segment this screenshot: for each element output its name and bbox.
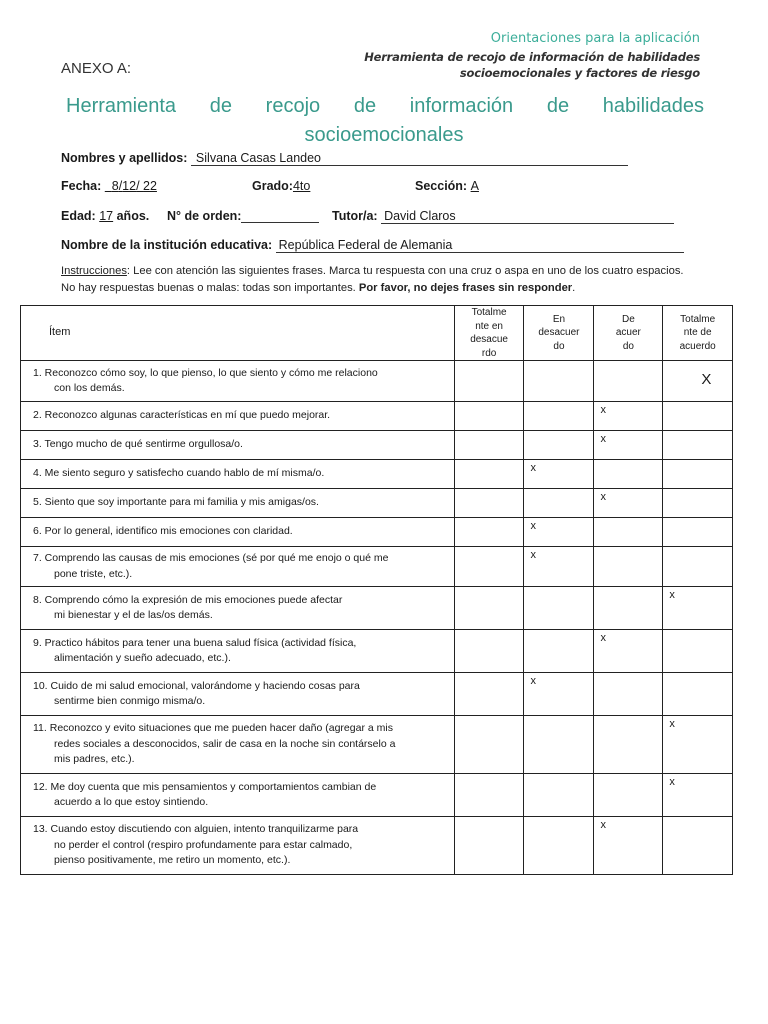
age-field [61,209,149,223]
response-cell[interactable] [663,547,733,587]
response-mark: x [600,632,606,644]
response-cell[interactable] [594,361,663,402]
item-text-line: pienso positivamente, me retiro un momento, etc.). [54,854,291,867]
grade-label: Grado: [252,179,293,193]
item-cell [21,587,455,630]
response-cell[interactable] [594,587,663,630]
item-cell [21,460,455,489]
item-cell [21,817,455,875]
response-cell[interactable] [594,630,663,673]
title-word: información [409,95,514,117]
tutor-value: David Claros [381,209,674,224]
response-cell[interactable] [454,402,524,431]
item-text-line: 12. Me doy cuenta que mis pensamientos y comportamientos cambian de [33,780,377,793]
response-cell[interactable] [663,489,733,518]
item-text-line: 4. Me siento seguro y satisfecho cuando hablo de mí misma/o. [33,467,325,480]
response-cell[interactable] [454,361,524,402]
age-label: Edad: [61,209,96,223]
table-row [21,716,733,774]
title-word: de [546,95,570,117]
item-text-line: 11. Reconozco y evito situaciones que me pueden hacer daño (agregar a mis [33,722,393,735]
response-cell[interactable] [594,716,663,774]
response-cell[interactable] [524,518,594,547]
response-cell[interactable] [594,673,663,716]
date-month: 12 [122,179,137,193]
response-cell[interactable] [594,547,663,587]
item-text-line: 1. Reconozco cómo soy, lo que pienso, lo que siento y cómo me relaciono [33,366,378,379]
response-cell[interactable] [524,587,594,630]
header-totally-agree: Totalme nte de acuerdo [663,306,733,361]
response-cell[interactable] [663,587,733,630]
response-cell[interactable] [663,431,733,460]
response-cell[interactable] [454,817,524,875]
response-cell[interactable] [663,518,733,547]
instructions-emphasis: Por favor, no dejes frases sin responder [358,282,573,294]
response-cell[interactable] [454,673,524,716]
header-item: Ítem [21,306,455,361]
response-cell[interactable] [594,489,663,518]
date-field: Fecha: 8/12/ 22 [61,179,157,193]
response-cell[interactable] [454,547,524,587]
table-row [21,630,733,673]
response-mark: x [600,433,606,445]
item-text-line: 3. Tengo mucho de qué sentirme orgullosa/o. [33,438,243,451]
item-cell [21,518,455,547]
document-title-line2: socioemocionales [304,124,464,146]
table-row [21,774,733,817]
table-row [21,489,733,518]
table-row [21,518,733,547]
title-word: Herramienta [66,95,177,117]
instructions-text2: No hay respuestas buenas o malas: todas son importantes. [61,282,356,294]
institution-field [61,238,684,253]
item-cell [21,489,455,518]
response-cell[interactable] [594,402,663,431]
item-text-line: 7. Comprendo las causas de mis emociones (sé por qué me enojo o qué me [33,552,389,564]
title-word: habilidades [602,95,704,117]
header-agree: De acuer do [594,306,663,361]
response-cell[interactable] [454,431,524,460]
item-text-line: no perder el control (respiro profundamente para estar calmado, [54,838,353,851]
item-text-line: acuerdo a lo que estoy sintiendo. [54,796,209,808]
survey-table [20,305,733,875]
response-cell[interactable] [663,817,733,875]
header-disagree: En desacuer do [524,306,594,361]
name-value: Silvana Casas Landeo [191,151,628,166]
item-cell [21,402,455,431]
response-cell[interactable] [663,630,733,673]
table-row [21,817,733,875]
item-text-line: con los demás. [54,382,125,394]
item-cell [21,431,455,460]
response-cell[interactable] [524,817,594,875]
response-cell[interactable] [524,361,594,402]
instructions [61,263,741,297]
institution-label: Nombre de la institución educativa: [61,238,273,252]
response-cell[interactable] [524,673,594,716]
document-title-line1 [66,95,704,118]
item-text-line: 5. Siento que soy importante para mi familia y mis amigas/os. [33,496,319,509]
response-mark: X [701,371,712,388]
response-cell[interactable] [594,817,663,875]
table-header-row [21,306,733,361]
response-mark: x [600,491,606,503]
response-cell[interactable] [594,518,663,547]
table-row [21,431,733,460]
response-mark: x [600,819,606,831]
tutor-field [332,209,674,224]
date-day: 8 [111,179,119,193]
section-value: A [470,179,479,193]
response-cell[interactable] [524,402,594,431]
response-cell[interactable] [524,547,594,587]
response-cell[interactable] [663,774,733,817]
grade-field [252,179,310,193]
response-cell[interactable] [524,630,594,673]
response-mark: x [600,404,606,416]
response-mark: x [530,549,536,561]
item-cell [21,547,455,587]
date-label: Fecha: [61,179,102,193]
item-text-line: 10. Cuido de mi salud emocional, valorándome y haciendo cosas para [33,679,360,692]
item-text-line: mi bienestar y el de las/os demás. [54,609,213,621]
order-number-field [167,209,319,223]
response-mark: x [669,776,675,788]
tutor-label: Tutor/a: [332,209,378,223]
item-cell [21,673,455,716]
header-totally-disagree: Totalme nte en desacue rdo [454,306,524,361]
header-guide-title: Orientaciones para la aplicación [490,31,700,46]
table-row [21,361,733,402]
item-text-line: 13. Cuando estoy discutiendo con alguien, intento tranquilizarme para [33,823,359,836]
response-cell[interactable] [663,673,733,716]
response-cell[interactable] [663,716,733,774]
response-cell[interactable] [454,716,524,774]
response-cell[interactable] [663,402,733,431]
response-cell[interactable] [663,460,733,489]
response-cell[interactable] [524,489,594,518]
instructions-label: Instrucciones [61,265,127,277]
age-value: 17 [99,209,114,223]
header-tool-title-line1: Herramienta de recojo de información de habilidades [364,50,700,64]
response-cell[interactable] [454,774,524,817]
response-cell[interactable] [454,460,524,489]
response-mark: x [530,520,536,532]
item-text-line: pone triste, etc.). [54,567,133,580]
item-text-line: 9. Practico hábitos para tener una buena salud física (actividad física, [33,636,357,649]
instructions-period: . [572,282,576,294]
response-cell[interactable] [594,774,663,817]
item-text-line: 8. Comprendo cómo la expresión de mis emociones puede afectar [33,593,343,606]
item-text-line: redes sociales a desconocidos, salir de casa en la noche sin contárselo a [54,737,396,750]
item-cell [21,361,455,402]
order-number-label: N° de orden: [167,209,242,223]
item-text-line: mis padres, etc.). [54,753,135,766]
grade-value: 4to [292,179,311,193]
item-text-line: sentirme bien conmigo misma/o. [54,695,206,707]
name-field [61,151,628,166]
response-mark: x [530,462,536,474]
item-cell [21,630,455,673]
title-word: recojo [265,95,321,117]
response-mark: x [669,718,675,730]
item-cell [21,774,455,817]
item-text-line: 6. Por lo general, identifico mis emociones con claridad. [33,525,293,538]
title-word: de [353,95,377,117]
annex-label: ANEXO A: [61,60,132,77]
response-cell[interactable] [524,716,594,774]
response-cell[interactable] [663,361,733,402]
date-year: 22 [143,179,157,193]
name-label: Nombres y apellidos: [61,151,188,165]
response-cell[interactable] [454,630,524,673]
response-mark: x [669,589,675,601]
response-cell[interactable] [524,774,594,817]
table-row [21,587,733,630]
response-cell[interactable] [454,587,524,630]
response-cell[interactable] [454,489,524,518]
section-label: Sección: [415,179,468,193]
order-number-blank [241,210,319,223]
response-cell[interactable] [524,460,594,489]
item-cell [21,716,455,774]
table-row [21,460,733,489]
table-row [21,673,733,716]
response-cell[interactable] [524,431,594,460]
instructions-text1: : Lee con atención las siguientes frases. Marca tu respuesta con una cruz o aspa en uno de los cuatro espacios. [126,265,684,277]
item-text-line: alimentación y sueño adecuado, etc.). [54,652,231,664]
item-text-line: 2. Reconozco algunas características en mí que puedo mejorar. [33,409,331,422]
response-cell[interactable] [454,518,524,547]
section-field [415,179,479,193]
response-cell[interactable] [594,460,663,489]
institution-value: República Federal de Alemania [276,238,684,253]
table-row [21,547,733,587]
header-tool-title-line2: socioemocionales y factores de riesgo [459,66,700,80]
title-word: de [209,95,232,117]
response-cell[interactable] [594,431,663,460]
table-row [21,402,733,431]
response-mark: x [530,675,536,687]
age-suffix: años. [116,209,150,223]
